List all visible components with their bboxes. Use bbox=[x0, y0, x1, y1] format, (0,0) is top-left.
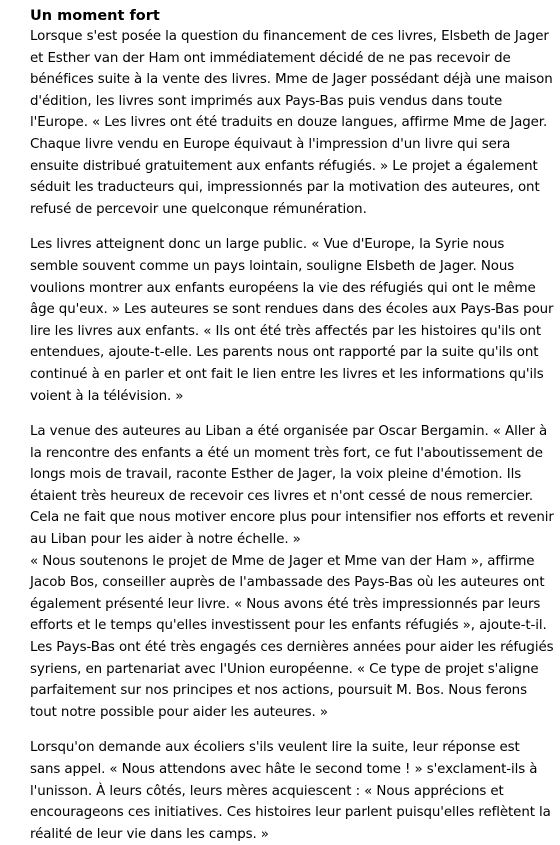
paragraph-pupils-reaction: Lorsqu'on demande aux écoliers s'ils veulent lire la suite, leur réponse est sans appel. « Nous attendons avec hâte le second tome ! » s'exclament-ils à l'unisson. À leurs côtés, leurs mères acquiescent : « Nous apprécions et encourageons ces initiatives. Ces histoires leur parlent puisqu'elles reflètent la réalité de leur vie dans les camps. » bbox=[30, 740, 551, 842]
paragraph-audience: Les livres atteignent donc un large public. « Vue d'Europe, la Syrie nous semble souvent comme un pays lointain, souligne Elsbeth de Jager. Nous voulions montrer aux enfants européens la vie des réfugiés qui ont le même âge qu'eux. » Les auteures se sont rendues dans des écoles aux Pays-Bas pour lire les livres aux enfants. « Ils ont été très affectés par les histoires qu'ils ont entendues, ajoute-t-elle. Les parents nous ont rapporté par la suite qu'ils ont continué à en parler et ont fait le lien entre les livres et les informations qu'ils voient à la télévision. » bbox=[30, 237, 554, 404]
section-heading: Un moment fort bbox=[30, 8, 160, 24]
paragraph-embassy-quote: « Nous soutenons le projet de Mme de Jager et Mme van der Ham », affirme Jacob Bos, conseiller auprès de l'ambassade des Pays-Bas où les auteures ont également présenté leur livre. « Nous avons été très impressionnés par leurs efforts et le temps qu'elles investissent pour les enfants réfugiés », ajoute-t-il. Les Pays-Bas ont été très engagés ces dernières années pour aider les réfugiés syriens, en partenariat avec l'Union européenne. « Ce type de projet s'aligne parfaitement sur nos principes et nos actions, poursuit M. Bos. Nous ferons tout notre possible pour aider les auteures. » bbox=[30, 553, 554, 720]
paragraph-lebanon-visit: La venue des auteures au Liban a été organisée par Oscar Bergamin. « Aller à la rencontre des enfants a été un moment très fort, ce fut l'aboutissement de longs mois de travail, raconte Esther de Jager, la voix pleine d'émotion. Ils étaient très heureux de recevoir ces livres et n'ont cessé de nous remercier. Cela ne fait que nous motiver encore plus pour intensifier nos efforts et revenir au Liban pour les aider à notre échelle. » bbox=[30, 424, 554, 548]
paragraph-financing: Lorsque s'est posée la question du financement de ces livres, Elsbeth de Jager et Esther van der Ham ont immédiatement décidé de ne pas recevoir de bénéfices suite à la vente des livres. Mme de Jager possédant déjà une maison d'édition, les livres sont imprimés aux Pays-Bas puis vendus dans toute l'Europe. « Les livres ont été traduits en douze langues, affirme Mme de Jager. Chaque livre vendu en Europe équivaut à l'impression d'un livre qui sera ensuite distribué gratuitement aux enfants réfugiés. » Le projet a également séduit les traducteurs qui, impressionnés par la motivation des auteures, ont refusé de percevoir une quelconque rémunération. bbox=[30, 29, 553, 217]
